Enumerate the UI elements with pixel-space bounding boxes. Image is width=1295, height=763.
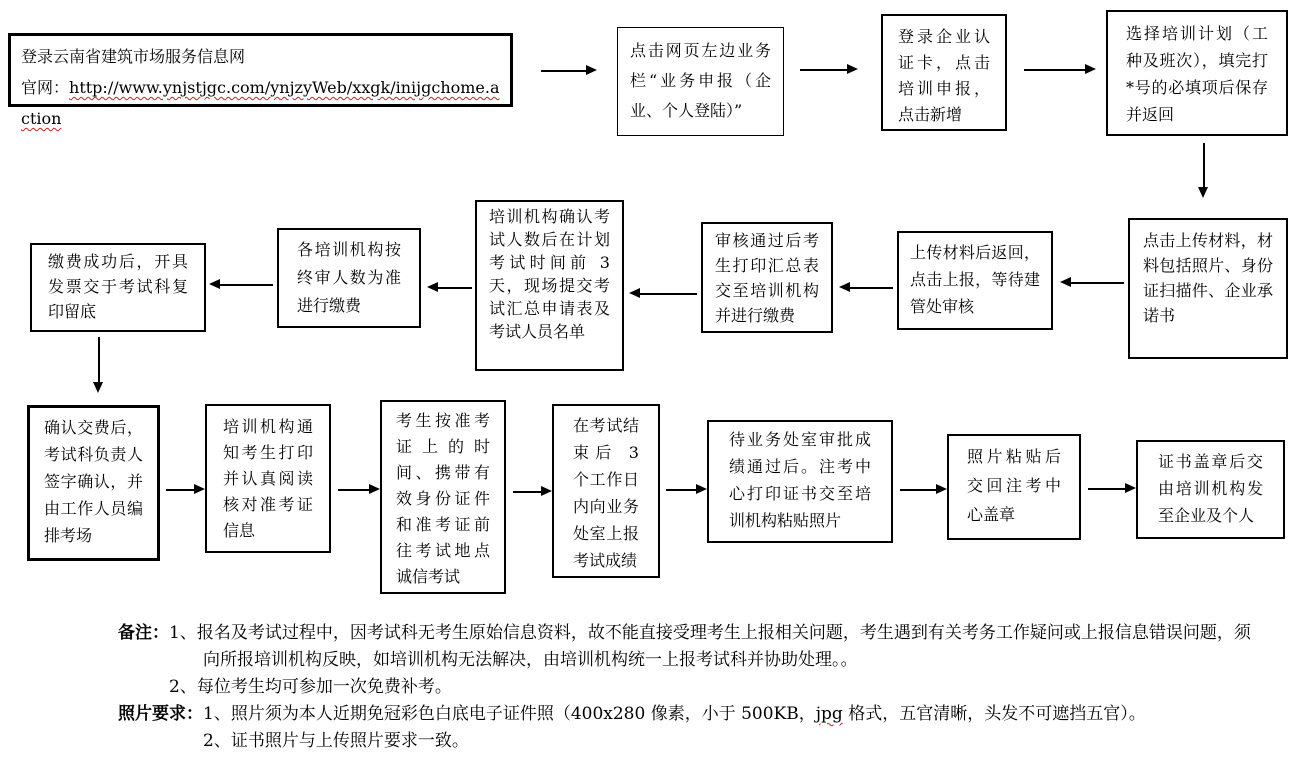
step-print-summary-pay: 审核通过后考生打印汇总表交至培训机构并进行缴费 <box>701 222 833 333</box>
step-distribute-certificates: 证书盖章后交由培训机构发至企业及个人 <box>1136 440 1285 539</box>
arrow-left-icon <box>1070 282 1124 284</box>
photo-req-text-post: 格式，五官清晰，头发不可遮挡五官）。 <box>842 704 1146 724</box>
step-report-scores: 在考试结束后 3 个工作日内向业务处室上报考试成绩 <box>552 404 660 578</box>
step-upload-materials: 点击上传材料，材料包括照片、身份证扫描件、企业承诺书 <box>1128 218 1288 359</box>
step-login-enterprise-card: 登录企业认证卡，点击培训申报，点击新增 <box>881 14 1007 131</box>
arrow-right-icon <box>541 70 587 72</box>
step-invoice-copy: 缴费成功后，开具发票交于考试科复印留底 <box>30 243 206 332</box>
photo-requirement-1 <box>203 701 1258 728</box>
url-label: 官网： <box>21 78 70 97</box>
step-login-website <box>8 33 513 128</box>
photo-requirement-2: 2、证书照片与上传照片要求一致。 <box>203 731 469 751</box>
arrow-right-icon <box>338 489 370 491</box>
remark-item-1: 1、报名及考试过程中，因考试科无考生原始信息资料，故不能直接受理考生上报相关问题，考生遇到有关考务工作疑问或上报信息错误问题，须向所报培训机构反映，如培训机构无法解决，由培训机构统一上报考试科并协助处理。。 <box>169 623 1251 670</box>
photo-requirements-label: 照片要求： <box>118 704 203 724</box>
step-pay-by-final-count: 各培训机构按终审人数为准进行缴费 <box>277 228 421 328</box>
arrow-left-icon <box>639 293 697 295</box>
arrow-right-icon <box>900 489 937 491</box>
remark-item-2: 2、每位考生均可参加一次免费补考。 <box>169 677 452 697</box>
step-select-training-plan: 选择培训计划（工种及班次），填完打*号的必填项后保存并返回 <box>1106 10 1288 136</box>
photo-requirements-row <box>118 701 1258 755</box>
site-url-line <box>21 72 500 134</box>
arrow-left-icon <box>437 287 472 289</box>
step-submit-report-await-review: 上传材料后返回，点击上报，等待建管处审核 <box>897 231 1053 330</box>
step-attend-exam: 考生按准考证上的时间、携带有效身份证件和准考证前往考试地点诚信考试 <box>380 400 506 594</box>
photo-requirement-items <box>203 701 1258 755</box>
arrow-right-icon <box>1024 69 1086 71</box>
arrow-down-icon <box>1203 143 1205 188</box>
arrow-right-icon <box>666 489 697 491</box>
step-notify-print-ticket: 培训机构通知考生打印并认真阅读核对准考证信息 <box>205 404 331 553</box>
site-name: 登录云南省建筑市场服务信息网 <box>21 47 246 66</box>
arrow-down-icon <box>98 337 100 383</box>
arrow-right-icon <box>166 489 195 491</box>
arrow-right-icon <box>1088 488 1126 490</box>
arrow-right-icon <box>513 491 542 493</box>
photo-req-jpg: jpg <box>815 704 843 724</box>
step-click-business-menu: 点击网页左边业务栏“业务申报（企业、个人登陆）” <box>617 27 784 136</box>
arrow-left-icon <box>219 284 273 286</box>
remark-items <box>169 620 1258 701</box>
step-return-for-seal: 照片粘贴后交回注考中心盖章 <box>947 434 1081 540</box>
remark-row <box>118 620 1258 701</box>
step-sign-arrange-room: 确认交费后，考试科负责人签字确认，并由工作人员编排考场 <box>27 405 160 561</box>
step-confirm-exam-count-submit: 培训机构确认考试人数后在计划考试时间前 3 天，现场提交考试汇总申请表及考试人员名单 <box>475 200 624 371</box>
remark-label: 备注： <box>118 623 169 643</box>
notes-section <box>118 620 1258 755</box>
arrow-left-icon <box>849 287 893 289</box>
photo-req-text-pre: 1、照片须为本人近期免冠彩色白底电子证件照（400x280 像素，小于 500KB， <box>203 704 816 724</box>
arrow-right-icon <box>800 69 848 71</box>
site-url: http://www.ynjstjgc.com/ynjzyWeb/xxgk/inijgchome.action <box>21 78 500 128</box>
step-print-certificates-paste-photo: 待业务处室审批成绩通过后。注考中心打印证书交至培训机构粘贴照片 <box>707 420 893 543</box>
